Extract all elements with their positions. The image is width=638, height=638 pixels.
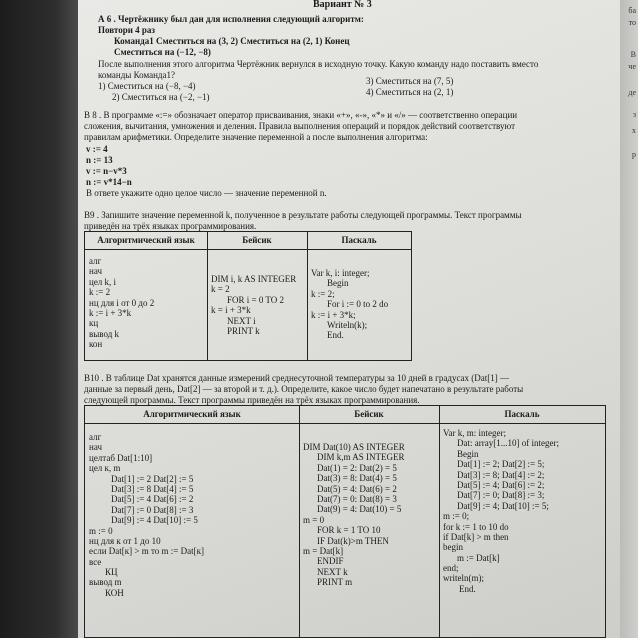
b9-header-basic: Бейсик [242,235,272,245]
b10-line: данные за первый день, Dat[2] — за второй и т. д.). Определите, какое число будет напечатано в результате работы [84,384,524,394]
code-line: Dat[7] := 0; Dat[8] := 3; [457,490,545,501]
code-line: кц [89,318,99,329]
code-line: PRINT k [227,325,260,336]
b9-line: приведён на трёх языках программирования. [84,221,257,231]
code-line: целтаб Dat[1:10] [89,452,153,463]
code-line: цел к, m [89,463,121,474]
code-line: Dat[1] := 2; Dat[2] := 5; [457,459,545,470]
b10-header-alg: Алгоритмический язык [143,409,241,419]
code-line: IF Dat(k)>m THEN [317,535,389,546]
code-line: цел k, i [89,276,117,287]
adjacent-page-edge [618,0,638,638]
code-line: end; [443,563,459,574]
a6-option: 1) Сместиться на (−8, −4) [98,81,196,91]
b8-line: В 8 . В программе «:=» обозначает оператор присваивания, знаки «+», «-», «*» и «/» — соответственно операции [84,110,518,120]
b9-header-pascal: Паскаль [341,235,377,245]
b10-header-basic: Бейсик [354,409,384,419]
code-line: вывод k [89,328,120,339]
a6-option: 2) Сместиться на (−2, −1) [112,92,210,102]
a6-line: А 6 . Чертёжнику был дан для исполнения следующий алгоритм: [98,14,364,24]
b9-alg-code [89,256,154,350]
b9-table [84,231,412,361]
code-line: Dat[5] := 4 Dat[6] := 2 [111,494,194,505]
code-line: For i := 0 to 2 do [327,299,389,310]
b9-header-alg: Алгоритмический язык [97,235,195,245]
code-line: Dat[1] := 2 Dat[2] := 5 [111,473,194,484]
code-line: NEXT k [317,566,348,577]
code-line: Writeln(k); [327,319,368,330]
code-line: Var k, i: integer; [311,268,370,278]
code-line: m = Dat[k] [303,545,344,556]
side-text: х [632,126,636,135]
code-line: Begin [457,448,479,459]
code-line: for k := 1 to 10 do [443,521,509,532]
code-line: k = 2 [211,284,230,295]
b8-code: v := 4 [86,144,108,154]
b10-pascal-code [443,428,559,594]
code-line: begin [443,542,463,553]
code-line: k := i + 3*k [89,307,132,318]
code-line: алг [89,256,102,266]
code-line: Dat(1) = 2: Dat(2) = 5 [317,462,397,473]
code-line: нач [89,266,102,277]
b9-col-divider [207,232,208,360]
a6-option: 3) Сместиться на (7, 5) [366,76,454,86]
variant-title: Вариант № 3 [313,0,372,10]
b9-line: В9 . Запишите значение переменной k, полученное в результате работы следующей программы. Текст программы [84,210,522,220]
code-line: Dat(5) = 4: Dat(6) = 2 [317,483,397,494]
b10-alg-code [89,432,204,598]
a6-line: После выполнения этого алгоритма Чертёжник вернулся в исходную точку. Какую команду надо поставить вместо [98,59,539,69]
code-line: k := 2; [311,288,335,299]
code-line: если Dat[к] > m то m := Dat[к] [89,546,204,557]
b9-basic-code [211,274,296,336]
b10-col-divider [299,406,300,637]
code-line: алг [89,432,102,442]
code-line: m := Dat[k] [457,552,500,563]
code-line: нц для к от 1 до 10 [89,535,161,546]
code-line: Dat(9) = 4: Dat(10) = 5 [317,504,402,515]
code-line: КОН [105,587,124,598]
code-line: m := 0; [443,511,470,522]
code-line: m := 0 [89,525,113,536]
code-line: k := 2 [89,287,111,298]
code-line: Dat[9] := 4; Dat[10] := 5; [457,500,549,511]
code-line: FOR k = 1 TO 10 [317,525,381,536]
side-text: р [632,150,636,159]
code-line: вывод m [89,577,122,588]
b8-answer-note: В ответе укажите одно целое число — значение переменной n. [86,188,327,198]
a6-line: Повтори 4 раз [98,25,156,35]
a6-option: 4) Сместиться на (2, 1) [366,87,454,97]
code-line: writeln(m); [443,573,484,584]
code-line: k = i + 3*k [211,305,251,316]
dark-background-left [0,0,78,638]
code-line: КЦ [105,567,118,578]
b8-code: n := 13 [86,155,113,165]
b10-col-divider [439,406,440,637]
side-text: че [628,62,636,71]
code-line: DIM i, k AS INTEGER [211,274,297,284]
b8-line: правилам арифметики. Определите значение переменной a после выполнения алгоритма: [84,132,428,142]
side-text: з [632,110,636,119]
code-line: Dat[3] := 8 Dat[4] := 5 [111,483,194,494]
code-line: if Dat[k] > m then [443,531,509,542]
code-line: PRINT m [317,577,353,588]
code-line: кон [89,339,103,350]
code-line: Dat[5] := 4; Dat[6] := 2; [457,479,545,490]
code-line: m = 0 [303,514,325,525]
code-line: k := i + 3*k; [311,309,356,320]
side-text: В [630,50,636,59]
b8-code: v := n−v*3 [86,166,127,176]
side-text: то [628,18,636,27]
b8-code: n := v*14−n [86,177,132,187]
b10-header-pascal: Паскаль [504,409,540,419]
code-line: Var k, m: integer; [443,428,506,438]
code-line: Dat[3] := 8; Dat[4] := 2; [457,469,545,480]
b10-line: В10 . В таблице Dat хранятся данные измерений среднесуточной температуры за 10 дней в градусах (Dat[1] — [84,373,510,383]
code-line: Begin [327,278,349,289]
code-line: Dat[7] := 0 Dat[8] := 3 [111,504,194,515]
b10-table [84,405,606,638]
code-line: Dat: array[1...10] of integer; [457,438,559,449]
code-line: ENDIF [317,556,344,567]
code-line: Dat(3) = 8: Dat(4) = 5 [317,473,397,484]
code-line: DIM k,m AS INTEGER [317,452,405,463]
code-line: DIM Dat(10) AS INTEGER [303,442,405,452]
code-line: End. [459,583,476,594]
code-line: NEXT i [227,315,256,326]
exam-sheet [78,0,620,638]
code-line: нач [89,442,102,453]
code-line: Dat[9] := 4 Dat[10] := 5 [111,515,198,526]
a6-line: команды Команда1? [98,70,175,80]
code-line: Dat(7) = 0: Dat(8) = 3 [317,493,397,504]
code-line: End. [327,330,344,341]
code-line: FOR i = 0 TO 2 [227,294,285,305]
b10-basic-code [303,442,405,587]
side-text: де [628,88,636,97]
b9-col-divider [307,232,308,360]
a6-line: Сместиться на (−12, −8) [114,47,211,57]
side-text: ба [628,6,636,15]
b10-line: следующей программы. Текст программы приведён на трёх языках программирования. [84,395,420,405]
a6-line: Команда1 Сместиться на (3, 2) Сместиться на (2, 1) Конец [114,36,350,46]
code-line: все [89,556,102,567]
code-line: нц для i от 0 до 2 [89,297,155,308]
b9-pascal-code [311,268,388,341]
b8-line: сложения, вычитания, умножения и деления. Правила выполнения операций и порядок действий соответствуют [84,121,516,131]
